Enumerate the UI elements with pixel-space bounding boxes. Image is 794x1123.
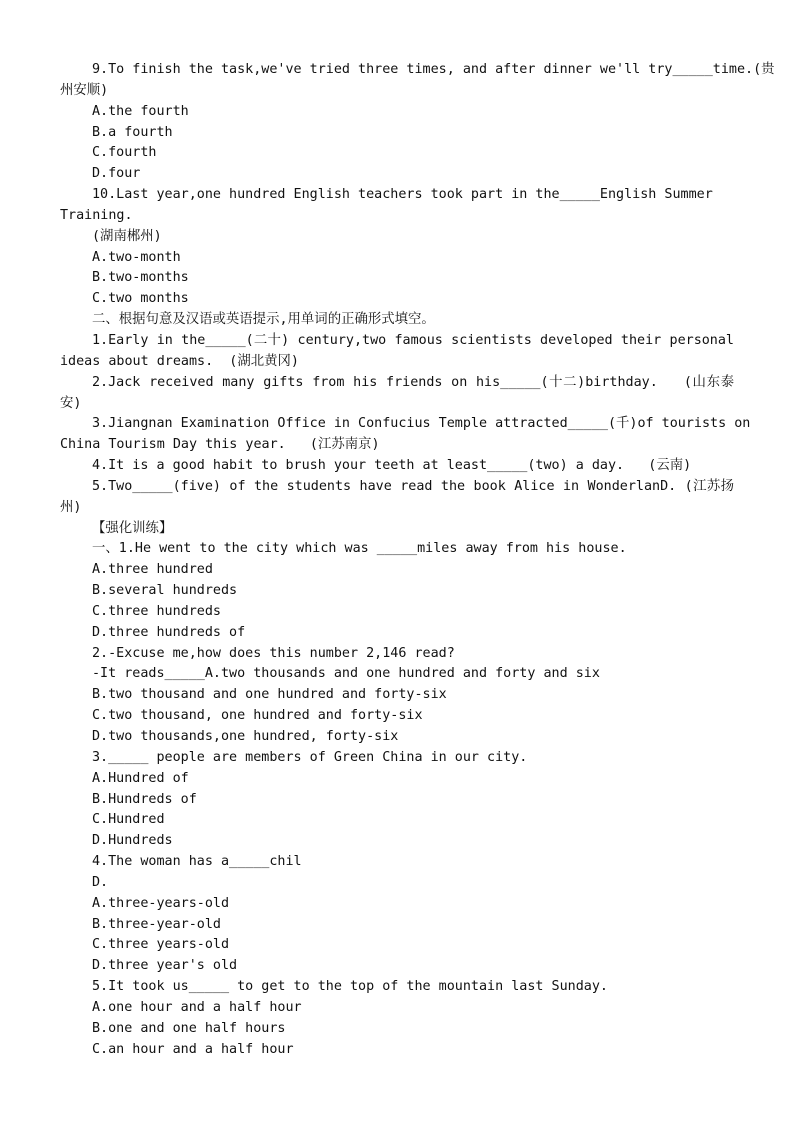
text-line: 3._____ people are members of Green China in our city. <box>92 749 528 765</box>
text-line: A.one hour and a half hour <box>92 999 302 1015</box>
text-line: 10.Last year,one hundred English teachers took part in the_____English Summer <box>92 187 713 203</box>
text-line: A.two-month <box>92 249 181 265</box>
text-line: China Tourism Day this year. (江苏南京) <box>60 437 380 453</box>
text-line: -It reads_____A.two thousands and one hundred and forty and six <box>92 666 600 682</box>
text-line: C.two months <box>92 291 189 307</box>
text-line: D.two thousands,one hundred, forty-six <box>92 729 399 744</box>
text-line: B.two-months <box>92 270 189 286</box>
text-line: B.Hundreds of <box>92 791 197 807</box>
text-line: D. <box>92 874 109 890</box>
text-line: D.three year's old <box>92 958 238 974</box>
text-line: 【强化训练】 <box>92 520 173 536</box>
text-line: 9.To finish the task,we've tried three times, and after dinner we'll try_____time.(贵 <box>92 62 775 77</box>
text-line: 3.Jiangnan Examination Office in Confucius Temple attracted_____(千)of tourists on <box>92 416 751 432</box>
text-line: 州) <box>60 499 82 515</box>
text-line: A.the fourth <box>92 103 189 119</box>
text-line: A.Hundred of <box>92 770 189 786</box>
text-line: 1.Early in the_____(二十) century,two famous scientists developed their personal <box>92 332 734 348</box>
text-line: 5.It took us_____ to get to the top of the mountain last Sunday. <box>92 979 608 995</box>
text-line: B.one and one half hours <box>92 1020 286 1036</box>
text-line: D.three hundreds of <box>92 624 246 640</box>
text-line: B.a fourth <box>92 124 173 140</box>
text-line: C.three hundreds <box>92 603 221 619</box>
text-line: 州安顺) <box>60 82 109 98</box>
text-line: A.three hundred <box>92 562 213 578</box>
text-line: C.Hundred <box>92 812 165 828</box>
text-line: B.two thousand and one hundred and forty-six <box>92 687 447 703</box>
text-line: B.several hundreds <box>92 583 238 599</box>
text-line: 二、根据句意及汉语或英语提示,用单词的正确形式填空。 <box>92 312 435 328</box>
text-line: (湖南郴州) <box>92 228 162 244</box>
text-line: 一、1.He went to the city which was _____miles away from his house. <box>92 541 627 557</box>
text-line: 5.Two_____(five) of the students have read the book Alice in WonderlanD. (江苏扬 <box>92 478 734 494</box>
text-line: C.fourth <box>92 145 157 161</box>
text-line: C.an hour and a half hour <box>92 1041 294 1057</box>
text-line: 2.Jack received many gifts from his friends on his_____(十二)birthday. (山东泰 <box>92 374 734 390</box>
text-line: A.three-years-old <box>92 895 230 911</box>
text-line: D.Hundreds <box>92 833 173 849</box>
text-line: C.three years-old <box>92 937 230 953</box>
text-line: B.three-year-old <box>92 916 221 932</box>
text-line: D.four <box>92 166 141 182</box>
text-line: 4.The woman has a_____chil <box>92 854 302 870</box>
text-line: 4.It is a good habit to brush your teeth at least_____(two) a day. (云南) <box>92 458 692 474</box>
text-line: 安) <box>60 395 82 411</box>
text-line: C.two thousand, one hundred and forty-six <box>92 708 423 724</box>
text-line: Training. <box>60 207 133 223</box>
text-line: ideas about dreams. (湖北黄冈) <box>60 353 299 369</box>
document-page <box>0 60 794 1061</box>
text-line: 2.-Excuse me,how does this number 2,146 read? <box>92 645 455 661</box>
